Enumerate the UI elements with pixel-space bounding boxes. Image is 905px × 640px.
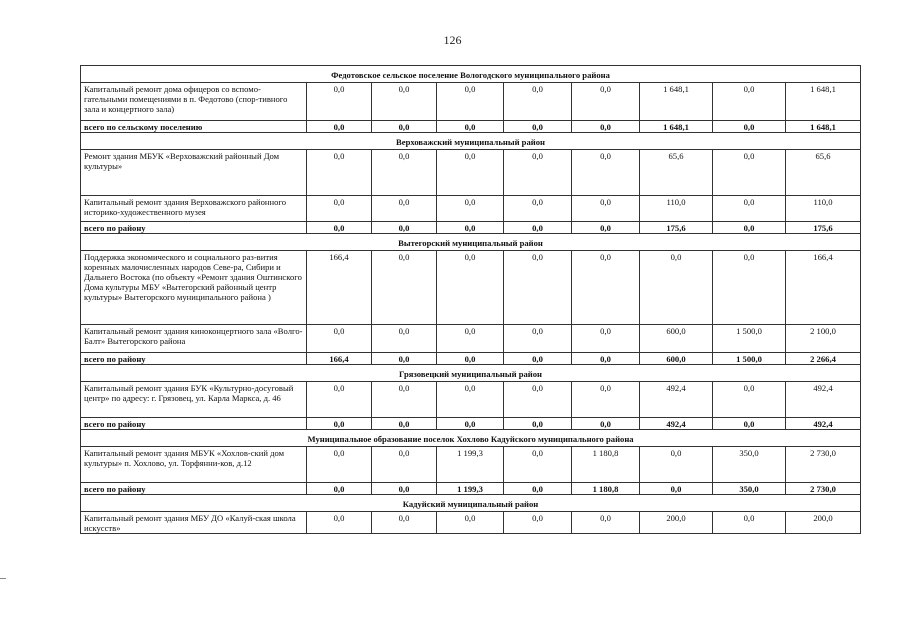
section-header	[81, 495, 861, 512]
total-value-cell: 0,0	[372, 121, 437, 133]
section-title: Верховажский муниципальный район	[81, 133, 861, 150]
total-value-cell: 0,0	[504, 418, 572, 430]
value-cell: 0,0	[437, 512, 504, 534]
value-cell: 0,0	[572, 382, 640, 418]
value-cell: 0,0	[713, 382, 786, 418]
total-value-cell: 175,6	[786, 222, 861, 234]
page-number: 126	[443, 33, 462, 47]
value-cell: 0,0	[713, 196, 786, 222]
value-cell: 65,6	[640, 150, 713, 196]
total-value-cell: 1 500,0	[713, 353, 786, 365]
total-label: всего по району	[81, 418, 307, 430]
section-title: Кадуйский муниципальный район	[81, 495, 861, 512]
value-cell: 2 730,0	[786, 447, 861, 483]
value-cell: 0,0	[640, 251, 713, 325]
total-value-cell: 0,0	[504, 353, 572, 365]
table-row	[81, 382, 861, 418]
total-row	[81, 121, 861, 133]
total-value-cell: 1 648,1	[786, 121, 861, 133]
table-row	[81, 512, 861, 534]
value-cell: 350,0	[713, 447, 786, 483]
value-cell: 200,0	[786, 512, 861, 534]
value-cell: 0,0	[504, 382, 572, 418]
value-cell: 0,0	[307, 512, 372, 534]
value-cell: 0,0	[504, 251, 572, 325]
total-value-cell: 350,0	[713, 483, 786, 495]
total-value-cell: 0,0	[572, 353, 640, 365]
total-value-cell: 0,0	[572, 121, 640, 133]
value-cell: 0,0	[372, 325, 437, 353]
total-value-cell: 0,0	[307, 121, 372, 133]
value-cell: 0,0	[307, 325, 372, 353]
total-value-cell: 0,0	[307, 222, 372, 234]
value-cell: 0,0	[572, 196, 640, 222]
total-label: всего по сельскому поселению	[81, 121, 307, 133]
section-header	[81, 133, 861, 150]
value-cell: 492,4	[640, 382, 713, 418]
value-cell: 0,0	[437, 325, 504, 353]
value-cell: 0,0	[504, 447, 572, 483]
total-value-cell: 0,0	[307, 418, 372, 430]
value-cell: 0,0	[372, 382, 437, 418]
row-label: Ремонт здания МБУК «Верховажский районный Дом культуры»	[81, 150, 307, 196]
row-label: Капитальный ремонт дома офицеров со вспомо-гательными помещениями в п. Федотово (спор-тивного зала и концертного зала)	[81, 83, 307, 121]
total-value-cell: 1 199,3	[437, 483, 504, 495]
row-label: Капитальный ремонт здания БУК «Культурно-досуговый центр» по адресу: г. Грязовец, ул. Карла Маркса, д. 46	[81, 382, 307, 418]
total-value-cell: 0,0	[504, 121, 572, 133]
total-value-cell: 492,4	[640, 418, 713, 430]
margin-mark	[0, 578, 6, 579]
row-label: Капитальный ремонт здания МБУК «Хохлов-ский дом культуры» п. Хохлово, ул. Торфянни-ков, д.12	[81, 447, 307, 483]
value-cell: 0,0	[572, 251, 640, 325]
total-row	[81, 353, 861, 365]
total-value-cell: 0,0	[372, 418, 437, 430]
table-row	[81, 447, 861, 483]
value-cell: 0,0	[307, 382, 372, 418]
value-cell: 492,4	[786, 382, 861, 418]
value-cell: 0,0	[437, 150, 504, 196]
section-title: Вытегорский муниципальный район	[81, 234, 861, 251]
total-value-cell: 0,0	[504, 483, 572, 495]
value-cell: 2 100,0	[786, 325, 861, 353]
value-cell: 0,0	[504, 150, 572, 196]
total-value-cell: 0,0	[437, 222, 504, 234]
value-cell: 0,0	[437, 196, 504, 222]
value-cell: 65,6	[786, 150, 861, 196]
value-cell: 1 180,8	[572, 447, 640, 483]
total-value-cell: 0,0	[504, 222, 572, 234]
value-cell: 110,0	[640, 196, 713, 222]
row-label: Капитальный ремонт здания МБУ ДО «Калуй-ская школа искусств»	[81, 512, 307, 534]
section-title: Федотовское сельское поселение Вологодского муниципального района	[81, 66, 861, 83]
financing-table	[80, 65, 861, 534]
total-value-cell: 2 730,0	[786, 483, 861, 495]
total-row	[81, 418, 861, 430]
value-cell: 110,0	[786, 196, 861, 222]
total-value-cell: 0,0	[713, 418, 786, 430]
total-row	[81, 483, 861, 495]
value-cell: 166,4	[786, 251, 861, 325]
section-header	[81, 234, 861, 251]
total-value-cell: 166,4	[307, 353, 372, 365]
value-cell: 0,0	[307, 83, 372, 121]
total-value-cell: 0,0	[713, 121, 786, 133]
total-value-cell: 0,0	[372, 222, 437, 234]
total-value-cell: 0,0	[307, 483, 372, 495]
value-cell: 0,0	[572, 83, 640, 121]
table-row	[81, 251, 861, 325]
table-row	[81, 325, 861, 353]
section-header	[81, 66, 861, 83]
value-cell: 0,0	[504, 196, 572, 222]
value-cell: 0,0	[713, 150, 786, 196]
value-cell: 0,0	[372, 512, 437, 534]
value-cell: 1 199,3	[437, 447, 504, 483]
total-value-cell: 0,0	[572, 418, 640, 430]
total-value-cell: 0,0	[437, 418, 504, 430]
section-title: Грязовецкий муниципальный район	[81, 365, 861, 382]
value-cell: 600,0	[640, 325, 713, 353]
value-cell: 1 648,1	[786, 83, 861, 121]
value-cell: 0,0	[372, 251, 437, 325]
value-cell: 200,0	[640, 512, 713, 534]
total-value-cell: 175,6	[640, 222, 713, 234]
value-cell: 0,0	[372, 447, 437, 483]
value-cell: 0,0	[572, 325, 640, 353]
total-value-cell: 0,0	[437, 353, 504, 365]
row-label: Поддержка экономического и социального раз-вития коренных малочисленных народов Севе-ра, Сибири и Дальнего Востока (по объекту «Ремонт здания Оштинского Дома культуры МБУ «Вытегорский районный центр культуры» Вытегорского муниципального района )	[81, 251, 307, 325]
total-value-cell: 0,0	[372, 353, 437, 365]
total-value-cell: 492,4	[786, 418, 861, 430]
value-cell: 0,0	[372, 83, 437, 121]
value-cell: 0,0	[437, 251, 504, 325]
total-label: всего по району	[81, 222, 307, 234]
total-value-cell: 0,0	[437, 121, 504, 133]
total-row	[81, 222, 861, 234]
value-cell: 0,0	[713, 251, 786, 325]
section-header	[81, 430, 861, 447]
value-cell: 0,0	[437, 83, 504, 121]
table-row	[81, 83, 861, 121]
value-cell: 1 648,1	[640, 83, 713, 121]
value-cell: 0,0	[437, 382, 504, 418]
total-value-cell: 2 266,4	[786, 353, 861, 365]
section-header	[81, 365, 861, 382]
total-value-cell: 1 648,1	[640, 121, 713, 133]
value-cell: 0,0	[640, 447, 713, 483]
total-value-cell: 600,0	[640, 353, 713, 365]
row-label: Капитальный ремонт здания киноконцертного зала «Волго-Балт» Вытегорского района	[81, 325, 307, 353]
value-cell: 166,4	[307, 251, 372, 325]
value-cell: 0,0	[504, 512, 572, 534]
value-cell: 0,0	[504, 325, 572, 353]
total-value-cell: 0,0	[640, 483, 713, 495]
row-label: Капитальный ремонт здания Верховажского районного историко-художественного музея	[81, 196, 307, 222]
value-cell: 0,0	[572, 150, 640, 196]
total-label: всего по району	[81, 483, 307, 495]
value-cell: 0,0	[307, 150, 372, 196]
total-value-cell: 0,0	[372, 483, 437, 495]
value-cell: 0,0	[504, 83, 572, 121]
table-row	[81, 150, 861, 196]
total-value-cell: 0,0	[572, 222, 640, 234]
total-label: всего по району	[81, 353, 307, 365]
section-title: Муниципальное образование поселок Хохлово Кадуйского муниципального района	[81, 430, 861, 447]
value-cell: 0,0	[307, 447, 372, 483]
value-cell: 0,0	[713, 512, 786, 534]
value-cell: 0,0	[372, 196, 437, 222]
table-row	[81, 196, 861, 222]
value-cell: 0,0	[713, 83, 786, 121]
value-cell: 1 500,0	[713, 325, 786, 353]
value-cell: 0,0	[572, 512, 640, 534]
value-cell: 0,0	[372, 150, 437, 196]
total-value-cell: 1 180,8	[572, 483, 640, 495]
value-cell: 0,0	[307, 196, 372, 222]
total-value-cell: 0,0	[713, 222, 786, 234]
